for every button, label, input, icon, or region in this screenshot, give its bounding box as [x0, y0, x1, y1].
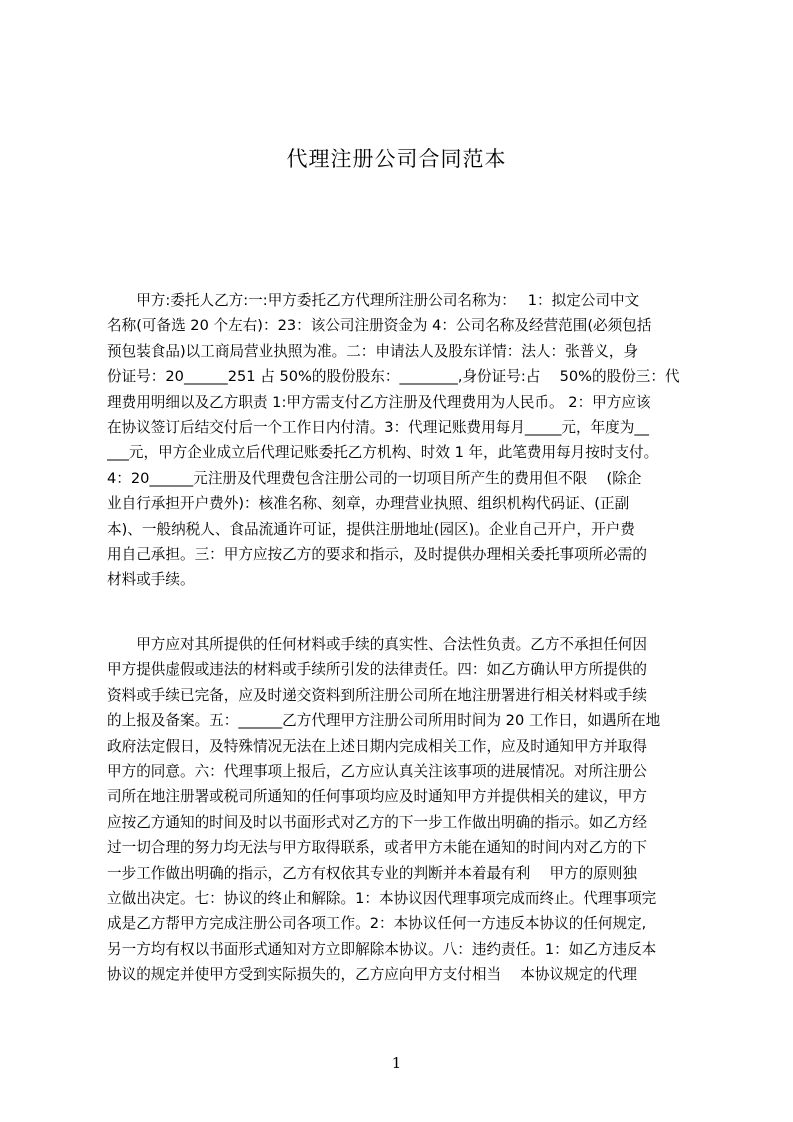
text-line: 一步工作做出明确的指示，乙方有权依其专业的判断并本着最有利 甲方的原则独: [107, 864, 638, 882]
text-line: 本)、一般纳税人、食品流通许可证，提供注册地址(园区)。企业自己开户，开户费: [107, 520, 635, 538]
text-line: 司所在地注册署或税司所通知的任何事项均应及时通知甲方并提供相关的建议，甲方: [107, 788, 647, 806]
text-line: ___元，甲方企业成立后代理记账委托乙方机构、时效 1 年，此笔费用每月按时支付。: [107, 444, 659, 462]
text-line: 4：20______元注册及代理费包含注册公司的一切项目所产生的费用但不限 (除企: [107, 469, 642, 487]
text-line: 甲方应对其所提供的任何材料或手续的真实性、合法性负责。乙方不承担任何因: [107, 636, 647, 653]
text-line: 应按乙方通知的时间及时以书面形式对乙方的下一步工作做出明确的指示。如乙方经: [107, 813, 647, 831]
text-line: 用自己承担。三：甲方应按乙方的要求和指示，及时提供办理相关委托事项所必需的: [107, 545, 647, 563]
text-line: 份证号：20______251 占 50%的股份股东：________,身份证号:占 50%的股份三：代: [107, 368, 680, 386]
text-line: 另一方均有权以书面形式通知对方立即解除本协议。八：违约责任。1：如乙方违反本: [107, 940, 657, 958]
text-line: 在协议签订后结交付后一个工作日内付清。3：代理记账费用每月_____元，年度为__: [107, 418, 649, 436]
text-line: 理费用明细以及乙方职责 1:甲方需支付乙方注册及代理费用为人民币。 2：甲方应该: [107, 393, 651, 411]
document-title: 代理注册公司合同范本: [286, 147, 507, 171]
text-line: 的上报及备案。五：______乙方代理甲方注册公司所用时间为 20 工作日，如遇所在地: [107, 712, 661, 730]
paragraph-2: [107, 632, 699, 987]
text-line: 预包装食品)以工商局营业执照为准。二：申请法人及股东详情：法人：张普义，身: [107, 342, 639, 360]
text-line: 立做出决定。七：协议的终止和解除。1：本协议因代理事项完成而终止。代理事项完: [107, 889, 657, 907]
text-line: 甲方提供虚假或违法的材料或手续所引发的法律责任。四：如乙方确认甲方所提供的: [107, 661, 647, 679]
text-line: 过一切合理的努力均无法与甲方取得联系，或者甲方未能在通知的时间内对乙方的下: [107, 839, 647, 857]
text-line: 成是乙方帮甲方完成注册公司各项工作。2：本协议任何一方违反本协议的任何规定,: [107, 915, 647, 933]
text-line: 甲方的同意。六：代理事项上报后，乙方应认真关注该事项的进展情况。对所注册公: [107, 762, 647, 780]
text-line: 业自行承担开户费外)：核准名称、刻章，办理营业执照、组织机构代码证、(正副: [107, 495, 630, 513]
text-line: 甲方:委托人乙方:一:甲方委托乙方代理所注册公司名称为： 1：拟定公司中文: [107, 292, 640, 309]
paragraph-1: [107, 288, 699, 593]
text-line: 政府法定假日，及特殊情况无法在上述日期内完成相关工作，应及时通知甲方并取得: [107, 737, 647, 755]
text-line: 名称(可备选 20 个左右)：23：该公司注册资金为 4：公司名称及经营范围(必须包括: [107, 317, 652, 335]
page-number: 1: [391, 1054, 402, 1072]
text-line: 材料或手续。: [107, 571, 195, 589]
text-line: 资料或手续已完备，应及时递交资料到所注册公司所在地注册署进行相关材料或手续: [107, 686, 647, 704]
text-line: 协议的规定并使甲方受到实际损失的，乙方应向甲方支付相当 本协议规定的代理: [107, 966, 638, 984]
